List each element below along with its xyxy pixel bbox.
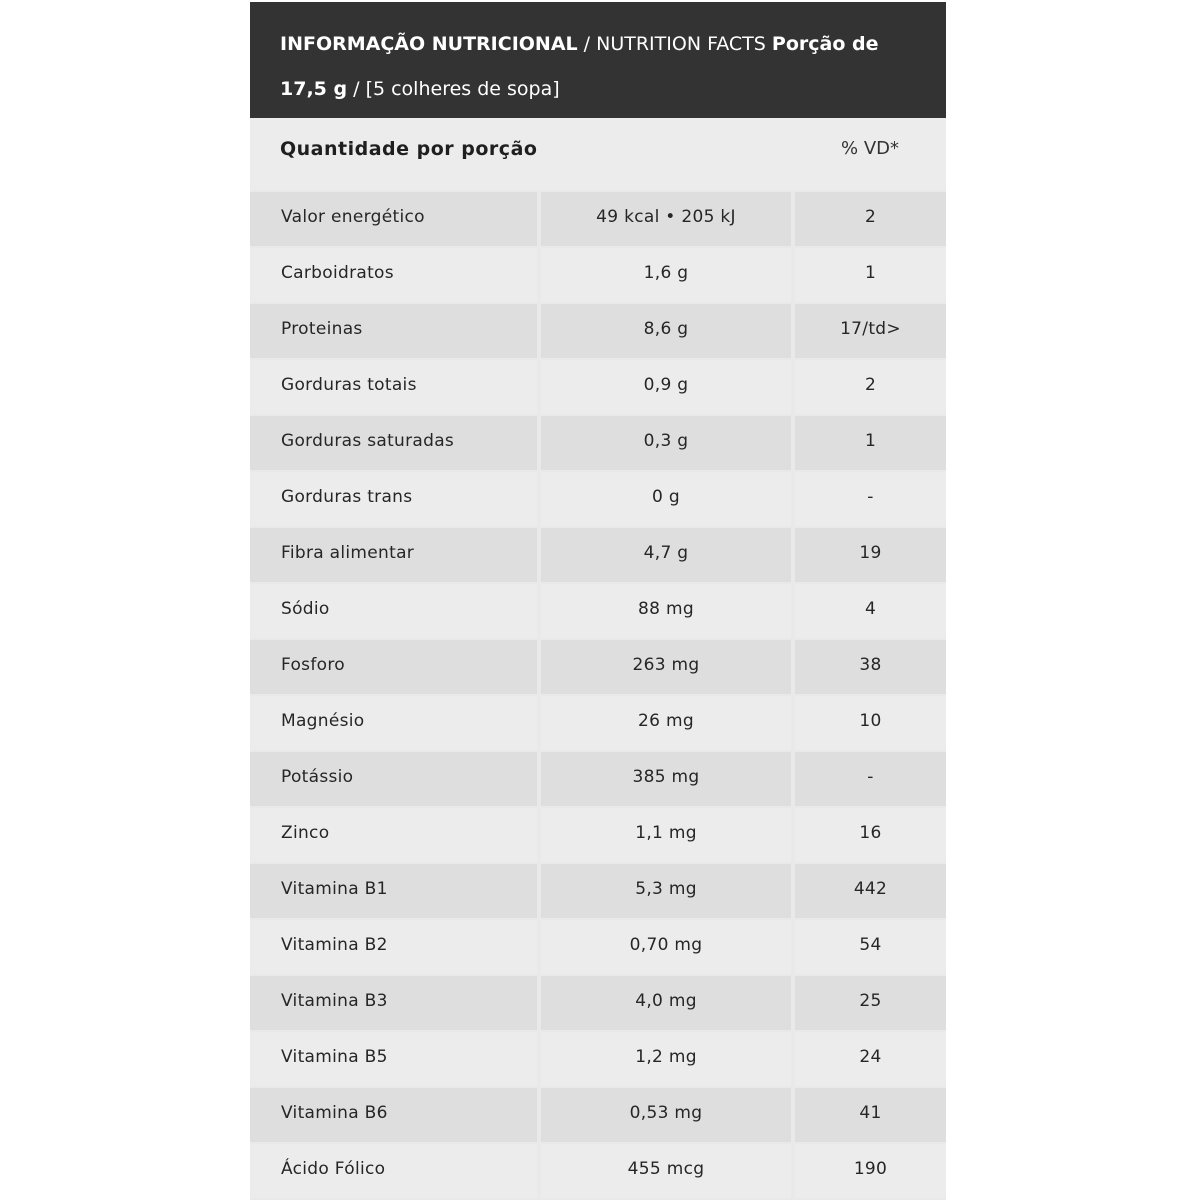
table-row — [250, 920, 946, 974]
nutrient-amount: 1,6 g — [541, 248, 791, 302]
vd-column-label: % VD* — [841, 138, 899, 159]
table-row — [250, 752, 946, 806]
nutrient-vd: 10 — [795, 696, 946, 750]
nutrient-name: Vitamina B6 — [250, 1088, 537, 1142]
header-title-bold: INFORMAÇÃO NUTRICIONAL — [280, 33, 578, 55]
nutrient-vd: 19 — [795, 528, 946, 582]
nutrient-amount: 455 mcg — [541, 1144, 791, 1198]
header-portion-regular: / [5 colheres de sopa] — [347, 78, 560, 100]
nutrient-name: Sódio — [250, 584, 537, 638]
nutrient-vd: 442 — [795, 864, 946, 918]
nutrient-name: Vitamina B3 — [250, 976, 537, 1030]
nutrient-name: Zinco — [250, 808, 537, 862]
table-row — [250, 1088, 946, 1142]
nutrient-name: Gorduras totais — [250, 360, 537, 414]
nutrient-vd: 190 — [795, 1144, 946, 1198]
nutrient-amount: 0,9 g — [541, 360, 791, 414]
table-row — [250, 976, 946, 1030]
table-row — [250, 808, 946, 862]
nutrient-name: Proteinas — [250, 304, 537, 358]
nutrient-amount: 0 g — [541, 472, 791, 526]
nutrient-vd: 54 — [795, 920, 946, 974]
nutrient-amount: 8,6 g — [541, 304, 791, 358]
table-row — [250, 640, 946, 694]
nutrient-name: Vitamina B1 — [250, 864, 537, 918]
nutrient-vd: - — [795, 472, 946, 526]
nutrient-vd: 2 — [795, 192, 946, 246]
table-row — [250, 416, 946, 470]
nutrient-rows — [250, 192, 946, 1200]
table-row — [250, 864, 946, 918]
nutrient-vd: - — [795, 752, 946, 806]
nutrient-name: Vitamina B5 — [250, 1032, 537, 1086]
nutrient-vd: 2 — [795, 360, 946, 414]
table-header — [250, 2, 946, 118]
nutrient-amount: 0,3 g — [541, 416, 791, 470]
table-row — [250, 584, 946, 638]
table-row — [250, 472, 946, 526]
nutrient-amount: 0,53 mg — [541, 1088, 791, 1142]
nutrient-name: Fosforo — [250, 640, 537, 694]
table-row — [250, 696, 946, 750]
nutrient-name: Valor energético — [250, 192, 537, 246]
table-row — [250, 1032, 946, 1086]
nutrient-vd: 38 — [795, 640, 946, 694]
nutrition-facts-table — [250, 2, 946, 1200]
nutrient-vd: 1 — [795, 248, 946, 302]
nutrient-name: Fibra alimentar — [250, 528, 537, 582]
table-row — [250, 304, 946, 358]
nutrient-amount: 4,7 g — [541, 528, 791, 582]
table-row — [250, 360, 946, 414]
nutrient-vd: 4 — [795, 584, 946, 638]
nutrient-name: Carboidratos — [250, 248, 537, 302]
quantity-per-portion-label: Quantidade por porção — [280, 138, 538, 160]
nutrient-amount: 49 kcal • 205 kJ — [541, 192, 791, 246]
nutrient-amount: 385 mg — [541, 752, 791, 806]
table-row — [250, 248, 946, 302]
nutrient-name: Gorduras saturadas — [250, 416, 537, 470]
nutrient-vd: 24 — [795, 1032, 946, 1086]
table-row — [250, 1144, 946, 1198]
nutrient-amount: 0,70 mg — [541, 920, 791, 974]
table-row — [250, 528, 946, 582]
nutrient-name: Ácido Fólico — [250, 1144, 537, 1198]
nutrient-vd: 17/td> — [795, 304, 946, 358]
column-header-row — [250, 118, 946, 190]
header-title-regular: / NUTRITION FACTS — [577, 33, 772, 55]
header-portion-bold: Porção de 17,5 g — [280, 33, 879, 100]
nutrient-amount: 1,2 mg — [541, 1032, 791, 1086]
nutrient-amount: 88 mg — [541, 584, 791, 638]
nutrient-name: Potássio — [250, 752, 537, 806]
nutrient-name: Vitamina B2 — [250, 920, 537, 974]
nutrient-vd: 1 — [795, 416, 946, 470]
nutrient-amount: 4,0 mg — [541, 976, 791, 1030]
nutrient-amount: 1,1 mg — [541, 808, 791, 862]
nutrient-name: Magnésio — [250, 696, 537, 750]
nutrient-amount: 5,3 mg — [541, 864, 791, 918]
nutrient-vd: 41 — [795, 1088, 946, 1142]
nutrient-amount: 26 mg — [541, 696, 791, 750]
table-row — [250, 192, 946, 246]
nutrient-vd: 16 — [795, 808, 946, 862]
nutrient-amount: 263 mg — [541, 640, 791, 694]
nutrient-name: Gorduras trans — [250, 472, 537, 526]
nutrient-vd: 25 — [795, 976, 946, 1030]
